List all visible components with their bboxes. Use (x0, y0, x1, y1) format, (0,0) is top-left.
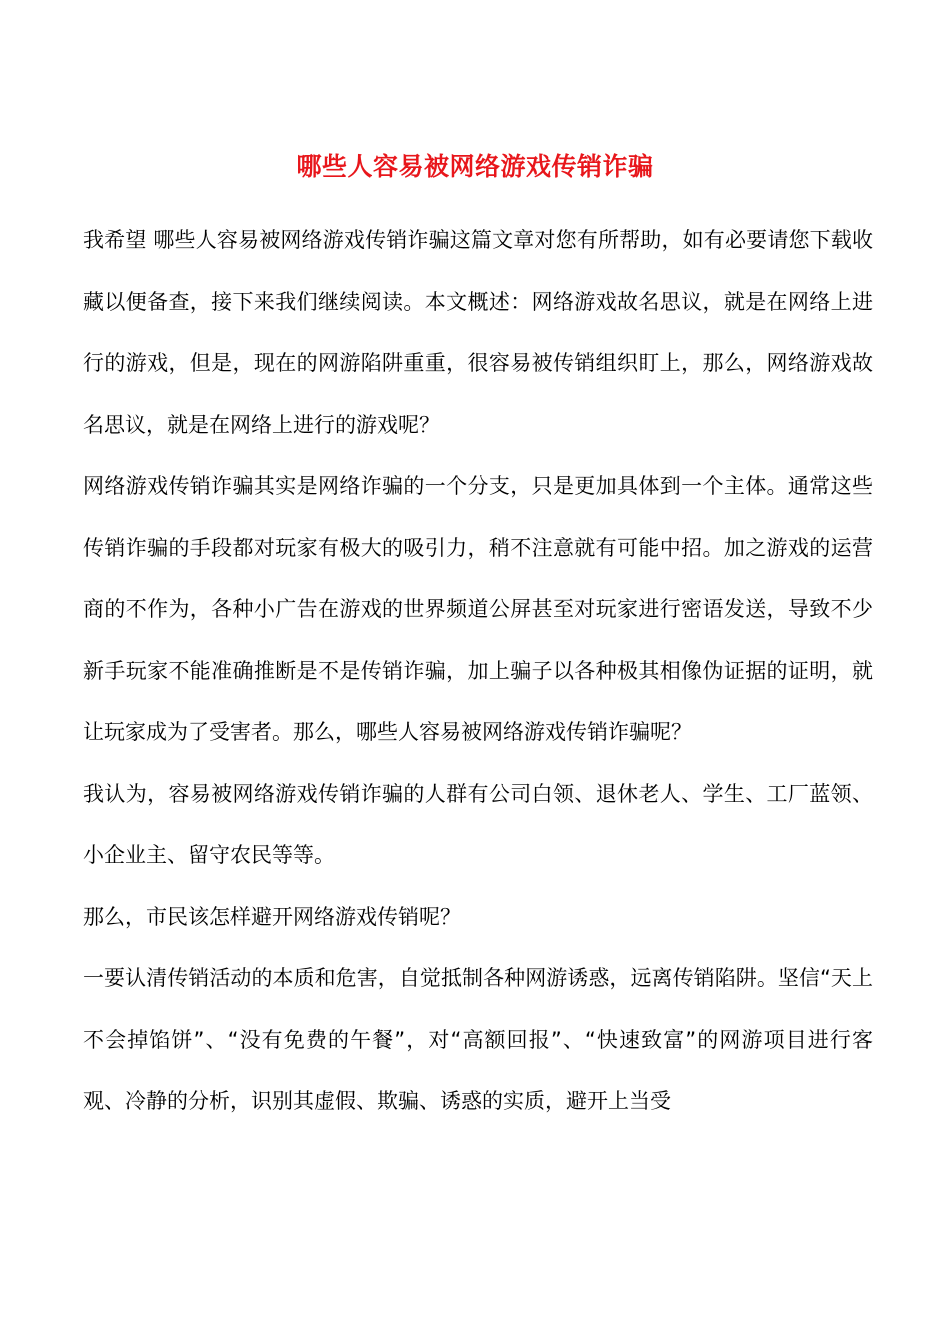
paragraph-target-groups: 我认为，容易被网络游戏传销诈骗的人群有公司白领、退休老人、学生、工厂蓝领、小企业主、留守农民等等。 (83, 781, 873, 867)
paragraph-advice: 一要认清传销活动的本质和危害，自觉抵制各种网游诱惑，远离传销陷阱。坚信“天上不会掉馅饼”、“没有免费的午餐”，对“高额回报”、“快速致富”的网游项目进行客观、冷静的分析，识别其虚假、欺骗、诱惑的实质，避开上当受 (83, 966, 873, 1113)
document-title: 哪些人容易被网络游戏传销诈骗 (296, 151, 654, 181)
paragraph-intro: 我希望 哪些人容易被网络游戏传销诈骗这篇文章对您有所帮助，如有必要请您下载收藏以便备查，接下来我们继续阅读。本文概述：网络游戏故名思议，就是在网络上进行的游戏，但是，现在的网游陷阱重重，很容易被传销组织盯上，那么，网络游戏故名思议，就是在网络上进行的游戏呢？ (83, 228, 873, 437)
paragraph-question: 那么，市民该怎样避开网络游戏传销呢？ (83, 904, 461, 929)
document-body (83, 210, 873, 1133)
paragraph-explanation: 网络游戏传销诈骗其实是网络诈骗的一个分支，只是更加具体到一个主体。通常这些传销诈骗的手段都对玩家有极大的吸引力，稍不注意就有可能中招。加之游戏的运营商的不作为，各种小广告在游戏的世界频道公屏甚至对玩家进行密语发送，导致不少新手玩家不能准确推断是不是传销诈骗，加上骗子以各种极其相像伪证据的证明，就让玩家成为了受害者。那么，哪些人容易被网络游戏传销诈骗呢？ (83, 474, 873, 744)
